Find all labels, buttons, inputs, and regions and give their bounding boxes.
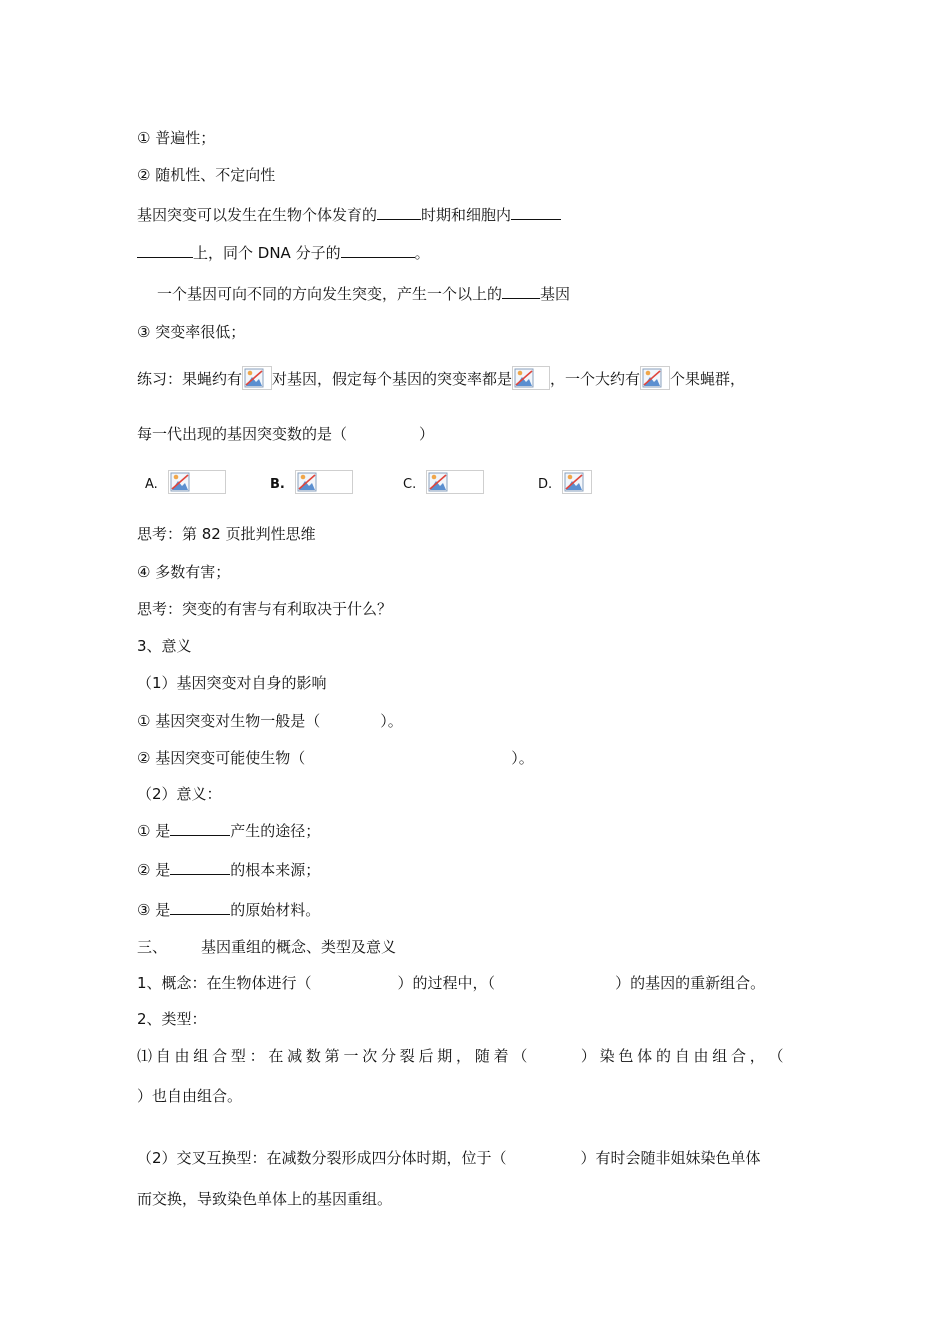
broken-image-icon <box>640 366 670 390</box>
text: ② 基因突变可能使生物（ <box>137 749 306 767</box>
option-b <box>270 470 353 494</box>
text: 基因 <box>540 285 571 303</box>
text: 每一代出现的基因突变数的是（ <box>137 425 348 443</box>
broken-image-icon <box>168 470 226 494</box>
text-line <box>137 1148 761 1168</box>
text: ① 是 <box>137 822 171 840</box>
option-a <box>145 470 226 494</box>
text: 基因重组的概念、类型及意义 <box>201 938 397 956</box>
broken-image-icon <box>242 366 272 390</box>
text: （1）基因突变对自身的影响 <box>137 674 327 692</box>
text: 基因突变可以发生在生物个体发育的 <box>137 206 378 224</box>
text: 的根本来源； <box>230 861 321 879</box>
text: 时期和细胞内 <box>421 206 512 224</box>
option-d <box>538 470 592 494</box>
text-line <box>137 899 320 920</box>
blank-underline <box>377 204 421 220</box>
blank-underline <box>170 859 230 875</box>
text: ② 是 <box>137 861 171 879</box>
text-line <box>137 1046 783 1066</box>
text: ） 染 色 体 的 自 由 组 合 ， （ <box>580 1047 784 1065</box>
text-line <box>137 599 392 619</box>
text: 练习：果蝇约有 <box>137 370 243 388</box>
text-line <box>137 820 320 841</box>
text: （2）交叉互换型：在减数分裂形成四分体时期，位于（ <box>137 1149 507 1167</box>
text: ）也自由组合。 <box>137 1087 243 1105</box>
text: 2、类型： <box>137 1010 207 1028</box>
text: 上，同个 DNA 分子的 <box>193 244 341 262</box>
text-line <box>137 424 434 444</box>
broken-image-icon <box>562 470 592 494</box>
text-line <box>137 784 222 804</box>
text: 产生的途径； <box>230 822 321 840</box>
text: ）。 <box>511 749 534 767</box>
text-line <box>137 165 275 185</box>
text: 对基因，假定每个基因的突变率都是 <box>272 370 513 388</box>
text-line <box>137 748 534 768</box>
text: 三、 <box>137 938 168 956</box>
text: ③ 是 <box>137 901 171 919</box>
option-letter: A. <box>145 477 158 492</box>
text-line <box>137 524 316 544</box>
broken-image-icon <box>295 470 353 494</box>
text: （2）意义： <box>137 785 222 803</box>
text: 3、意义 <box>137 637 192 655</box>
text-line <box>137 711 403 731</box>
section-heading <box>137 937 396 957</box>
blank-underline <box>170 820 230 836</box>
option-c <box>403 470 484 494</box>
text-line <box>137 859 320 880</box>
text-line <box>137 366 745 390</box>
blank-underline <box>170 899 230 915</box>
text-line <box>137 1009 207 1029</box>
text: 思考：第 82 页批判性思维 <box>137 525 316 543</box>
blank-underline <box>502 283 540 299</box>
text: ）有时会随非姐妹染色单体 <box>580 1149 761 1167</box>
text: 思考：突变的有害与有利取决于什么？ <box>137 600 393 618</box>
text: ③ 突变率很低； <box>137 323 246 341</box>
broken-image-icon <box>512 366 550 390</box>
option-letter: B. <box>270 477 285 492</box>
text: ） <box>419 425 435 443</box>
text: ）的过程中，（ <box>397 974 496 992</box>
text: ）。 <box>380 712 403 730</box>
text: 的原始材料。 <box>230 901 321 919</box>
option-letter: C. <box>403 477 417 492</box>
text: 1、概念：在生物体进行（ <box>137 974 312 992</box>
text-line <box>137 562 230 582</box>
blank-underline <box>137 242 193 258</box>
blank-underline <box>511 204 561 220</box>
text-line <box>137 128 215 148</box>
section-heading <box>137 636 192 656</box>
text-line <box>137 1086 242 1106</box>
blank-underline <box>341 242 415 258</box>
text: ① 基因突变对生物一般是（ <box>137 712 321 730</box>
text-line <box>137 973 765 993</box>
text-line <box>137 673 327 693</box>
text: ② 随机性、不定向性 <box>137 166 276 184</box>
text-line <box>157 283 570 304</box>
text: ⑴ 自 由 组 合 型 ： 在 减 数 第 一 次 分 裂 后 期 ， 随 着 （ <box>137 1047 527 1065</box>
text: 一个基因可向不同的方向发生突变，产生一个以上的 <box>157 285 503 303</box>
text-line <box>137 204 561 225</box>
broken-image-icon <box>426 470 484 494</box>
text-line <box>137 322 245 342</box>
text: 而交换，导致染色单体上的基因重组。 <box>137 1190 393 1208</box>
text: ④ 多数有害； <box>137 563 231 581</box>
text: ）的基因的重新组合。 <box>615 974 766 992</box>
text-line <box>137 242 430 263</box>
option-letter: D. <box>538 477 553 492</box>
text: 。 <box>414 244 430 262</box>
text: 个果蝇群， <box>670 370 746 388</box>
text: ，一个大约有 <box>550 370 641 388</box>
text-line <box>137 1189 392 1209</box>
text: ① 普遍性； <box>137 129 216 147</box>
